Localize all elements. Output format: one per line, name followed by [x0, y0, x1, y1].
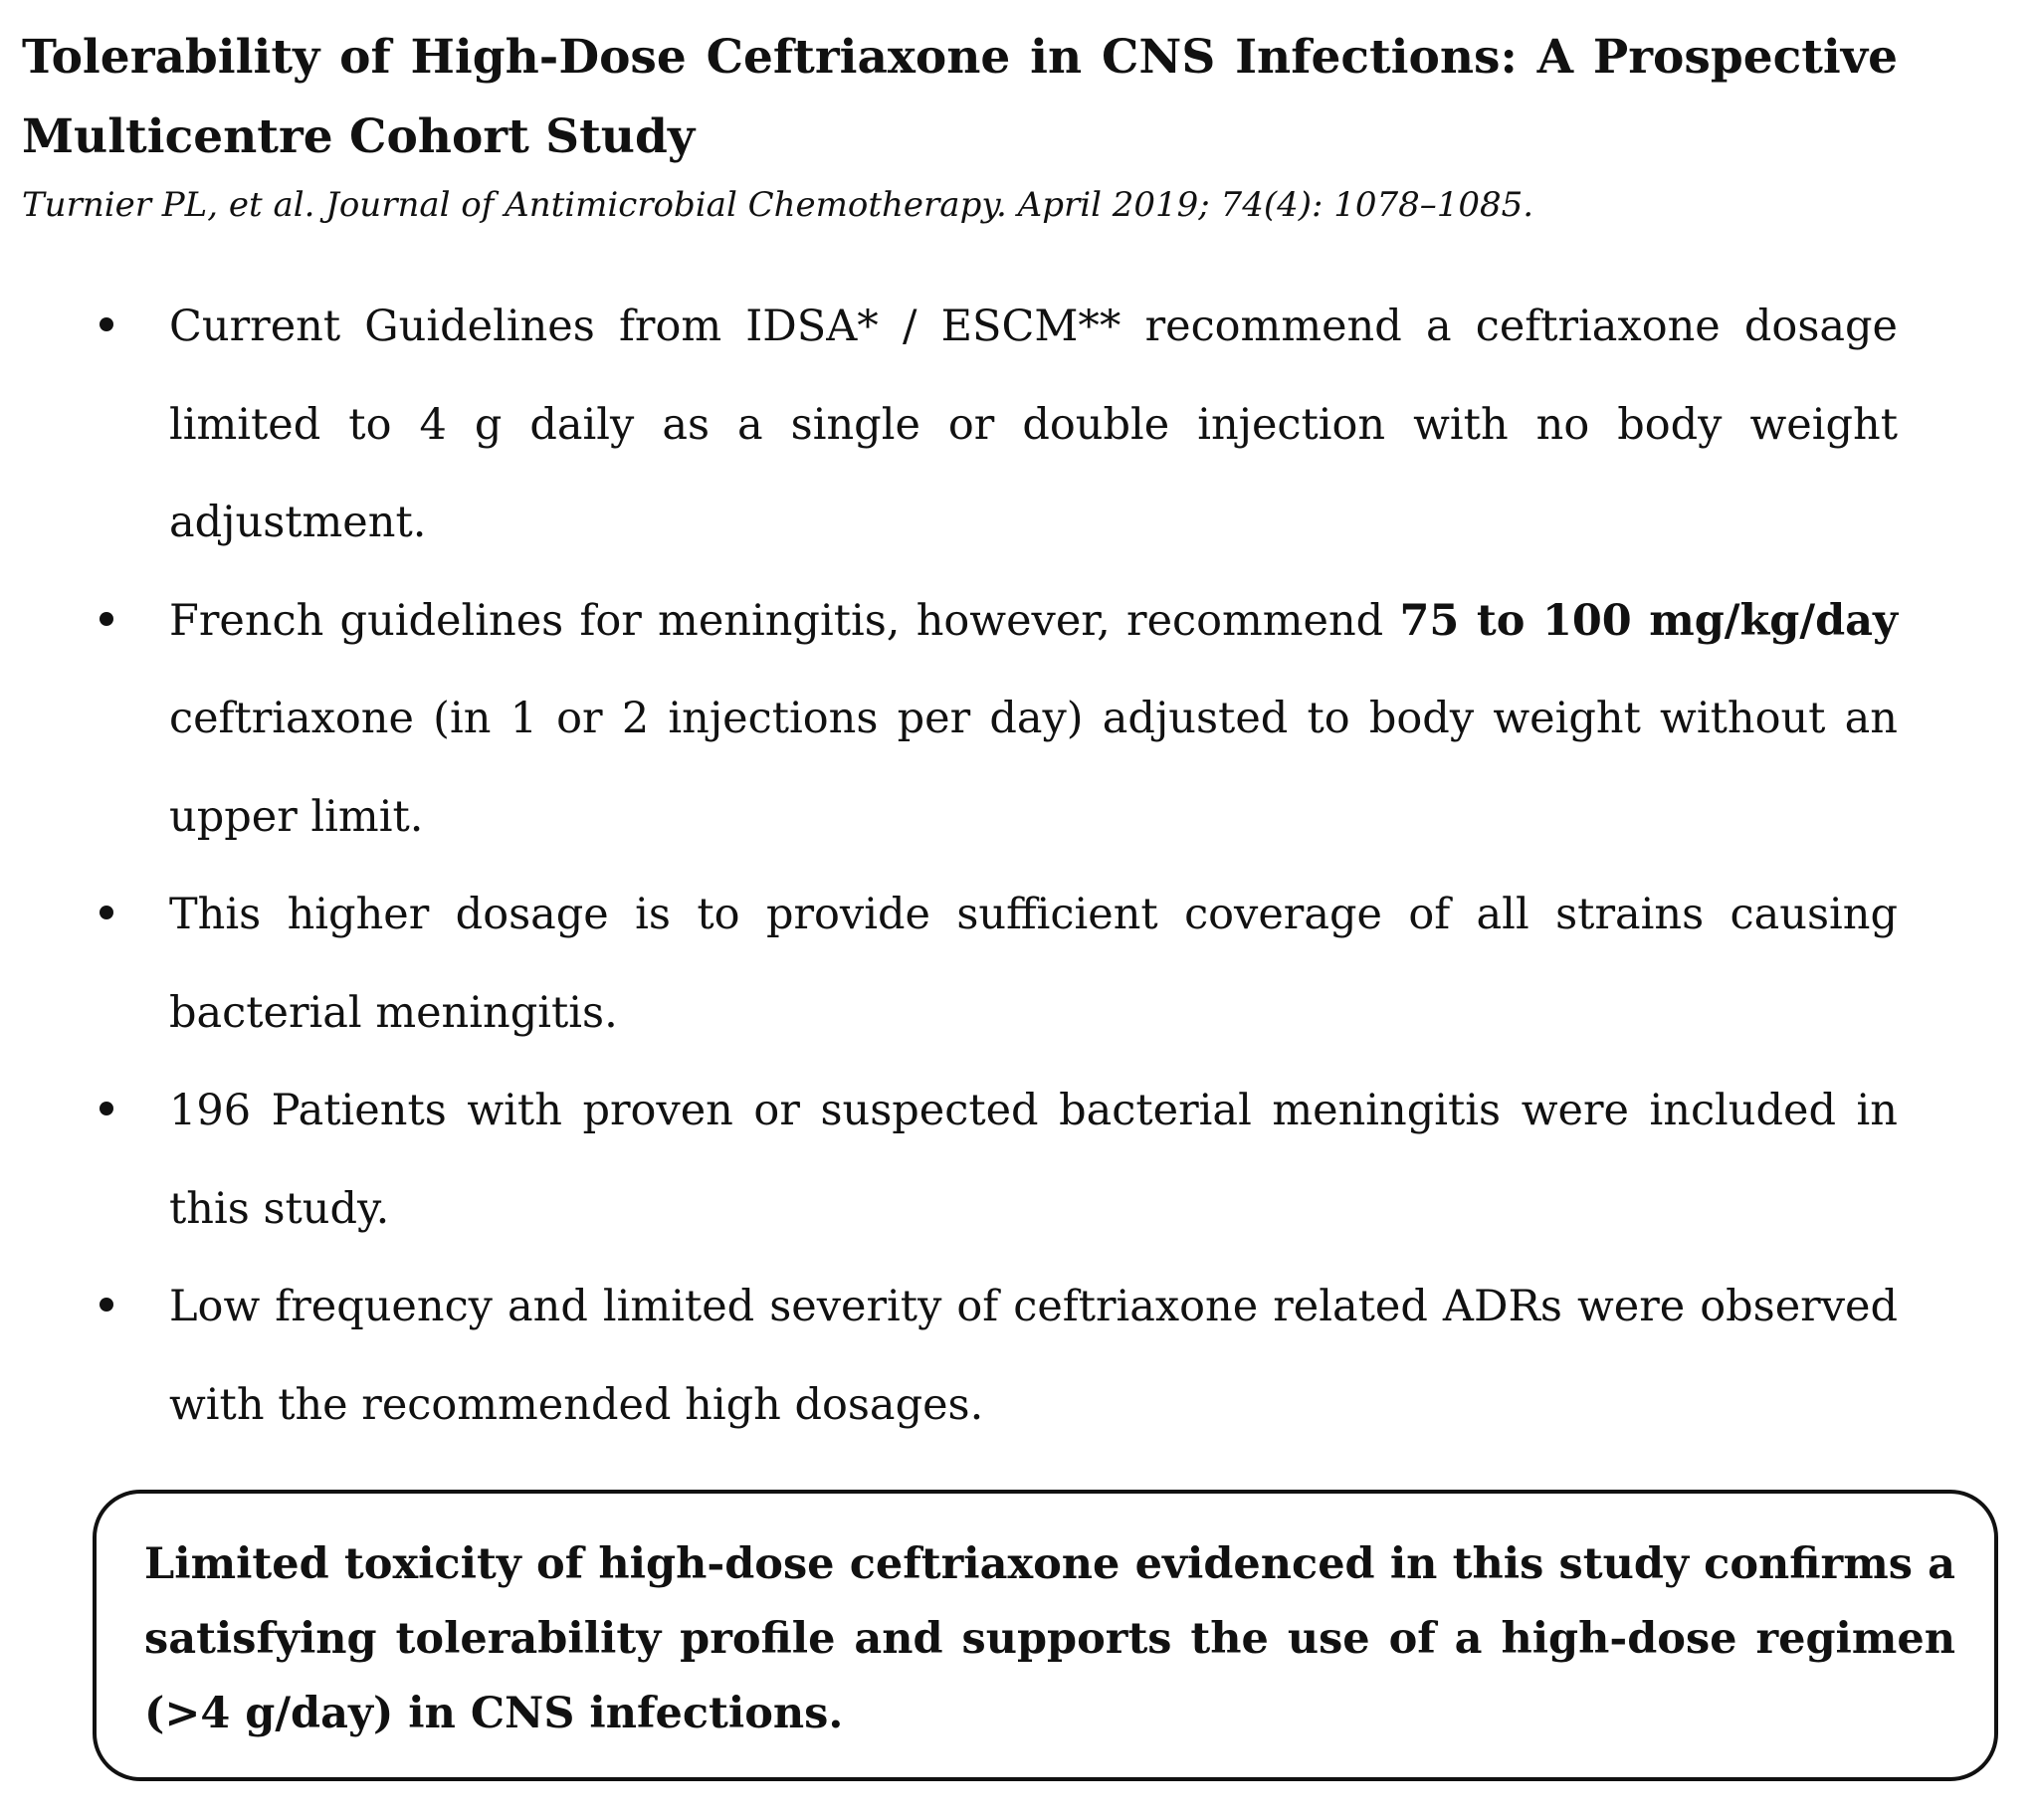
key-point-text: Low frequency and limited severity of ceftriaxone related ADRs were observed with the recommended high dosages.	[169, 1282, 1898, 1430]
key-point-text-end: ceftriaxone (in 1 or 2 injections per day) adjusted to body weight without an upper limit.	[169, 694, 1898, 842]
key-point-text-start: French guidelines for meningitis, however, recommend	[169, 595, 1400, 646]
article-title: Tolerability of High-Dose Ceftriaxone in CNS Infections: A Prospective Multicentre Cohort Study	[22, 30, 1898, 164]
key-point-guidelines	[0, 278, 2037, 572]
key-point-text: 196 Patients with proven or suspected bacterial meningitis were included in this study.	[169, 1086, 1898, 1234]
key-point-coverage	[0, 866, 2037, 1062]
key-point-text: This higher dosage is to provide sufficient coverage of all strains causing bacterial meningitis.	[169, 890, 1898, 1038]
bullet-dot-icon	[100, 906, 113, 919]
key-points-list	[0, 278, 2037, 1454]
conclusion-box	[93, 1490, 1998, 1781]
bullet-dot-icon	[100, 612, 113, 626]
bullet-dot-icon	[100, 317, 113, 331]
dosage-highlight: 75 to 100 mg/kg/day	[1399, 595, 1898, 646]
bullet-dot-icon	[100, 1298, 113, 1312]
article-citation: Turnier PL, et al. Journal of Antimicrobial Chemotherapy. April 2019; 74(4): 1078–1085.	[22, 185, 1534, 225]
key-point-adrs	[0, 1258, 2037, 1454]
key-point-french-guidelines	[0, 572, 2037, 867]
key-point-text: Current Guidelines from IDSA* / ESCM** recommend a ceftriaxone dosage limited to 4 g daily as a single or double injection with no body weight adjustment.	[169, 302, 1898, 547]
key-point-text	[169, 572, 1898, 867]
bullet-dot-icon	[100, 1102, 113, 1115]
key-point-patients	[0, 1062, 2037, 1258]
conclusion-text: Limited toxicity of high-dose ceftriaxone evidenced in this study confirms a satisfying tolerability profile and supports the use of a high-dose regimen (>4 g/day) in CNS infections.	[144, 1539, 1955, 1738]
